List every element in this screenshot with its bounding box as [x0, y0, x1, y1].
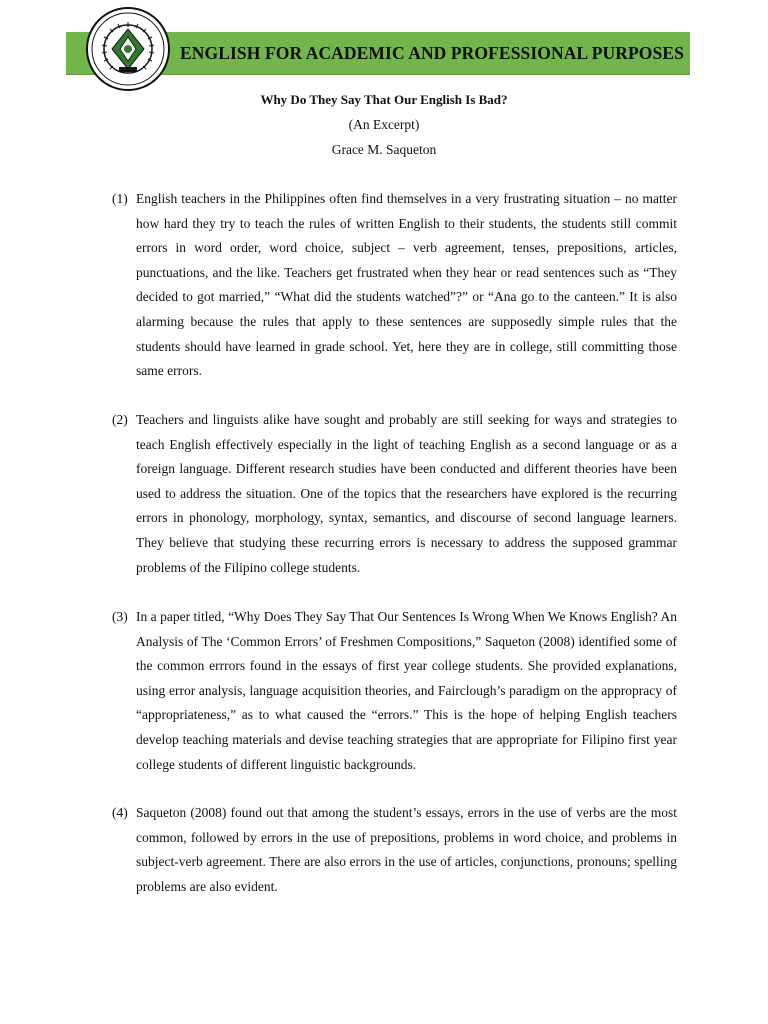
paragraph-number: (3)	[112, 609, 128, 624]
paragraph-text: English teachers in the Philippines often find themselves in a very frustrating situation – no matter how hard they try to teach the rules of written English to their students, the students still commit errors in word order, word choice, subject – verb agreement, tenses, prepositions, articles, punctuations, and the like. Teachers get frustrated when they hear or read sentences such as “They decided to got married,” “What did the students watched”?” or “Ana go to the canteen.” It is also alarming because the rules that apply to these sentences are supposedly simple rules that the students should have learned in grade school. Yet, here they are in college, still committing those same errors.	[136, 191, 677, 379]
paragraph-number: (2)	[112, 412, 128, 427]
document-subtitle: (An Excerpt)	[348, 117, 420, 132]
paragraph-4	[112, 801, 677, 899]
paragraph-text: Saqueton (2008) found out that among the student’s essays, errors in the use of verbs are the most common, followed by errors in the use of prepositions, problems in word choice, and problems in subject-verb agreement. There are also errors in the use of articles, conjunctions, pronouns; spelling problems are also evident.	[136, 805, 677, 894]
paragraph-text: In a paper titled, “Why Does They Say That Our Sentences Is Wrong When We Knows English? An Analysis of The ‘Common Errors’ of Freshmen Compositions,” Saqueton (2008) identified some of the common errrors found in the essays of first year college students. She provided explanations, using error analysis, language acquisition theories, and Fairclough’s paradigm on the appropracy of “appropriateness,” as to what caused the “errors.” This is the hope of helping English teachers develop teaching materials and devise teaching strategies that are appropriate for Filipino first year college students of different linguistic backgrounds.	[136, 609, 677, 772]
document-author: Grace M. Saqueton	[331, 142, 437, 157]
paragraph-text: Teachers and linguists alike have sought and probably are still seeking for ways and strategies to teach English effectively especially in the light of teaching English as a second language or as a foreign language. Different research studies have been conducted and different theories have been used to address the situation. One of the topics that the researchers have explored is the recurring errors in phonology, morphology, syntax, semantics, and discourse of second language learners. They believe that studying these recurring errors is necessary to address the supposed grammar problems of the Filipino college students.	[136, 412, 677, 575]
school-seal-logo	[86, 7, 170, 91]
paragraph-number: (4)	[112, 805, 128, 820]
seal-icon	[86, 7, 170, 91]
header-title: ENGLISH FOR ACADEMIC AND PROFESSIONAL PURPOSES	[180, 43, 684, 63]
document-title: Why Do They Say That Our English Is Bad?	[260, 92, 508, 107]
paragraph-number: (1)	[112, 191, 128, 206]
paragraph-2	[112, 408, 677, 580]
paragraph-1	[112, 187, 677, 384]
paragraph-3	[112, 605, 677, 777]
